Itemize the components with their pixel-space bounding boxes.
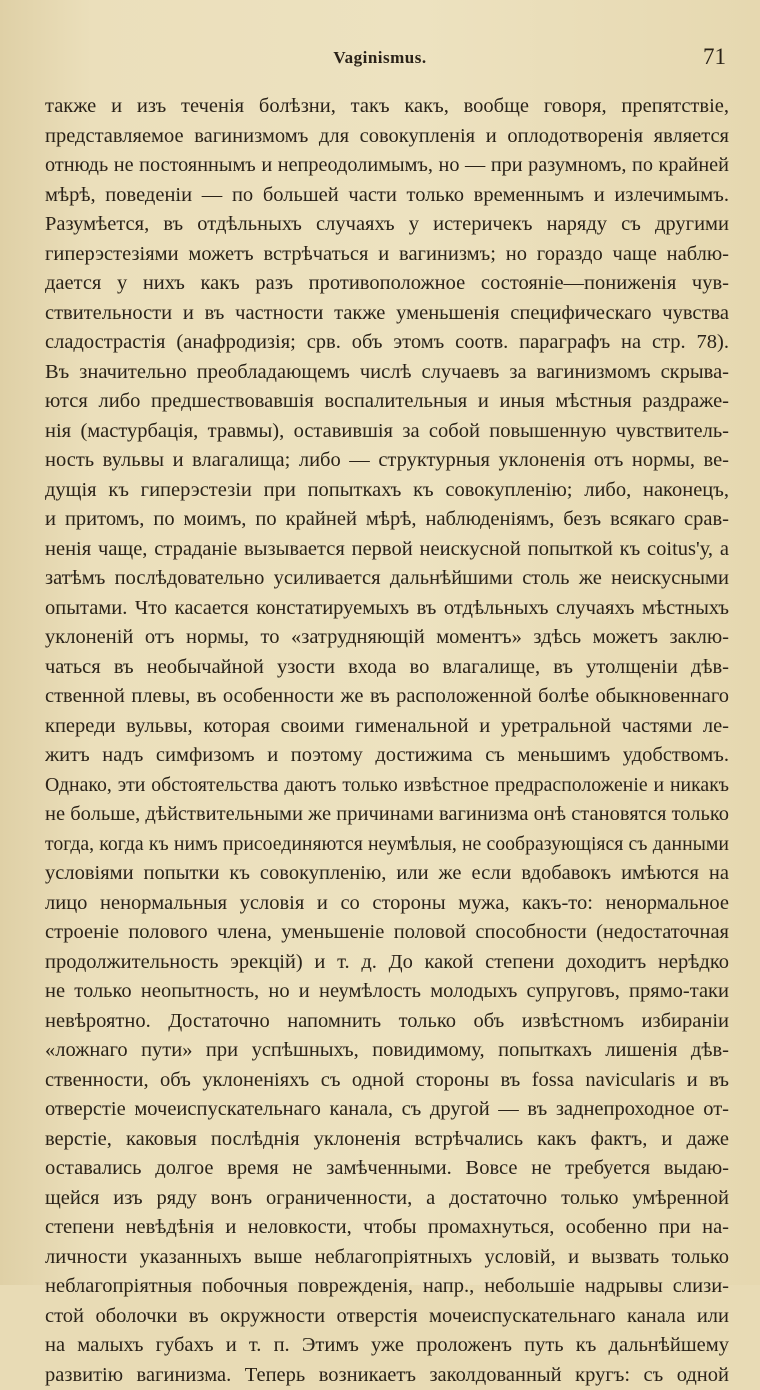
text-line: сладострастія (анафродизія; срв. объ этомъ соотв. параграфъ на стр. 78). <box>45 328 729 358</box>
running-title: Vaginismus. <box>0 48 760 68</box>
text-line: личности указанныхъ выше неблагопріятныхъ условій, и вызвать только <box>45 1243 729 1273</box>
text-line: продолжительность эрекцій) и т. д. До какой степени доходитъ нерѣдко <box>45 948 729 978</box>
text-line: житъ надъ симфизомъ и поэтому достижима съ меньшимъ удобствомъ. <box>45 741 729 771</box>
text-line: неблагопріятныя побочныя поврежденія, напр., небольшіе надрывы слизи- <box>45 1272 729 1302</box>
text-line: опытами. Что касается констатируемыхъ въ отдѣльныхъ случаяхъ мѣстныхъ <box>45 594 729 624</box>
text-line: щейся изъ ряду вонъ ограниченности, а достаточно только умѣренной <box>45 1184 729 1214</box>
text-line: ствительности и въ частности также уменьшенія специфическаго чувства <box>45 299 729 329</box>
text-line: уклоненій отъ нормы, то «затрудняющій моментъ» здѣсь можетъ заклю- <box>45 623 729 653</box>
text-line: строеніе полового члена, уменьшеніе половой способности (недостаточная <box>45 918 729 948</box>
text-line: условіями попытки къ совокупленію, или же если вдобавокъ имѣются на <box>45 859 729 889</box>
text-line: на малыхъ губахъ и т. п. Этимъ уже проложенъ путь къ дальнѣйшему <box>45 1331 729 1361</box>
text-line: представляемое вагинизмомъ для совокупленія и оплодотворенія является <box>45 122 729 152</box>
text-line: ненія чаще, страданіе вызывается первой неискусной попыткой къ coitus'у, а <box>45 535 729 565</box>
text-line: лицо ненормальныя условія и со стороны мужа, какъ-то: ненормальное <box>45 889 729 919</box>
text-line: не больше, дѣйствительными же причинами вагинизма онѣ становятся только <box>45 800 729 830</box>
text-line: оставались долгое время не замѣченными. Вовсе не требуется выдаю- <box>45 1154 729 1184</box>
text-line: ность вульвы и влагалища; либо — структурныя уклоненія отъ нормы, ве- <box>45 446 729 476</box>
text-line: отнюдь не постояннымъ и непреодолимымъ, но — при разумномъ, по крайней <box>45 151 729 181</box>
text-line: дущія къ гиперэстезіи при попыткахъ къ совокупленію; либо, наконецъ, <box>45 476 729 506</box>
text-line: ственности, объ уклоненіяхъ съ одной стороны въ fossa navicularis и въ <box>45 1066 729 1096</box>
text-line: дается у нихъ какъ разъ противоположное состояніе—пониженія чув- <box>45 269 729 299</box>
text-line: также и изъ теченія болѣзни, такъ какъ, вообще говоря, препятствіе, <box>45 92 729 122</box>
text-line: чаться въ необычайной узости входа во влагалище, въ утолщеніи дѣв- <box>45 653 729 683</box>
text-line: Однако, эти обстоятельства даютъ только извѣстное предрасположеніе и никакъ <box>45 771 729 801</box>
text-line: развитію вагинизма. Теперь возникаетъ заколдованный кругъ: съ одной <box>45 1361 729 1390</box>
text-line: гиперэстезіями можетъ встрѣчаться и вагинизмъ; но гораздо чаще наблю- <box>45 240 729 270</box>
text-line: и притомъ, по моимъ, по крайней мѣрѣ, наблюденіямъ, безъ всякаго срав- <box>45 505 729 535</box>
text-line: нія (мастурбація, травмы), оставившія за собой повышенную чувствитель- <box>45 417 729 447</box>
text-line: ются либо предшествовавшія воспалительныя и иныя мѣстныя раздраже- <box>45 387 729 417</box>
running-header <box>0 44 760 74</box>
text-line: мѣрѣ, поведеніи — по большей части только временнымъ и излечимымъ. <box>45 181 729 211</box>
text-line: «ложнаго пути» при успѣшныхъ, повидимому, попыткахъ лишенія дѣв- <box>45 1036 729 1066</box>
text-line: стой оболочки въ окружности отверстія мочеиспускательнаго канала или <box>45 1302 729 1332</box>
page-text <box>45 92 729 1390</box>
text-line: ственной плевы, въ особенности же въ расположенной болѣе обыкновеннаго <box>45 682 729 712</box>
text-line: затѣмъ послѣдовательно усиливается дальнѣйшими столь же неискусными <box>45 564 729 594</box>
text-line: кпереди вульвы, которая своими гименальной и уретральной частями ле- <box>45 712 729 742</box>
text-line: Въ значительно преобладающемъ числѣ случаевъ за вагинизмомъ скрыва- <box>45 358 729 388</box>
text-line: верстіе, каковыя послѣднія уклоненія встрѣчались какъ фактъ, и даже <box>45 1125 729 1155</box>
text-line: не только неопытность, но и неумѣлость молодыхъ супруговъ, прямо-таки <box>45 977 729 1007</box>
text-line: тогда, когда къ нимъ присоединяются неумѣлыя, не сообразующіяся съ данными <box>45 830 729 860</box>
text-line: невѣроятно. Достаточно напомнить только объ извѣстномъ избираніи <box>45 1007 729 1037</box>
text-line: степени невѣдѣнія и неловкости, чтобы промахнуться, особенно при на- <box>45 1213 729 1243</box>
text-line: Разумѣется, въ отдѣльныхъ случаяхъ у истеричекъ наряду съ другими <box>45 210 729 240</box>
page-number: 71 <box>703 44 726 70</box>
text-line: отверстіе мочеиспускательнаго канала, съ другой — въ заднепроходное от- <box>45 1095 729 1125</box>
